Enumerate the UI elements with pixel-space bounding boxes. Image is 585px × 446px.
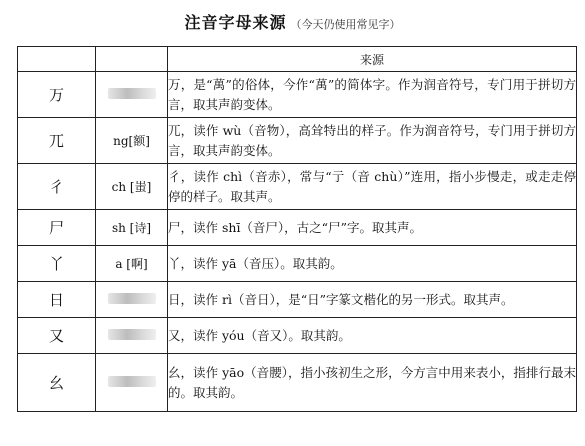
row-source: 尸，读作 shī（音尸），古之“尸”字。取其声。 [168,210,577,246]
row-source: 万，是“萬”的俗体，今作“萬”的简体字。作为润音符号，专门用于拼切方言，取其声韵变体。 [168,72,577,118]
row-source: 日，读作 rì（音日），是“日”字篆文楷化的另一形式。取其声。 [168,282,577,318]
source-table [17,46,577,412]
row-sound-blurred [96,72,168,118]
table-row [18,164,577,210]
row-source: 兀，读作 wù（音物），高耸特出的样子。作为润音符号，专门用于拼切方言，取其声韵变体。 [168,118,577,164]
blurred-image [108,88,156,99]
blurred-image [108,293,156,304]
title-main: 注音字母来源 [184,13,287,32]
table-row [18,282,577,318]
row-symbol: 丫 [18,246,96,282]
blurred-image [108,376,156,387]
table-header-row [18,47,577,72]
row-sound-blurred [96,318,168,354]
row-source: 彳，读作 chì（音赤），常与“亍（音 chù）”连用，指小步慢走，或走走停停的样子。取其声。 [168,164,577,210]
row-sound: a [啊] [96,246,168,282]
row-symbol: 彳 [18,164,96,210]
row-source: 又，读作 yóu（音又）。取其韵。 [168,318,577,354]
row-symbol: 尸 [18,210,96,246]
header-symbol [18,47,96,72]
document-title [0,10,585,33]
table-row [18,318,577,354]
row-sound: ng[额] [96,118,168,164]
row-sound-blurred [96,282,168,318]
row-symbol: 又 [18,318,96,354]
table-row [18,246,577,282]
table-row [18,210,577,246]
row-sound-blurred [96,354,168,412]
table-row [18,354,577,412]
blurred-image [108,329,156,340]
header-source: 来源 [168,47,577,72]
table-row [18,118,577,164]
table-row [18,72,577,118]
row-symbol: 万 [18,72,96,118]
row-symbol: 幺 [18,354,96,412]
row-symbol: 日 [18,282,96,318]
header-sound [96,47,168,72]
row-symbol: 兀 [18,118,96,164]
row-source: 幺，读作 yāo（音腰），指小孩初生之形，今方言中用来表小，指排行最末的。取其韵。 [168,354,577,412]
row-source: 丫，读作 yā（音压）。取其韵。 [168,246,577,282]
title-subtitle: （今天仍使用常见字） [290,18,401,31]
row-sound: sh [诗] [96,210,168,246]
row-sound: ch [蚩] [96,164,168,210]
